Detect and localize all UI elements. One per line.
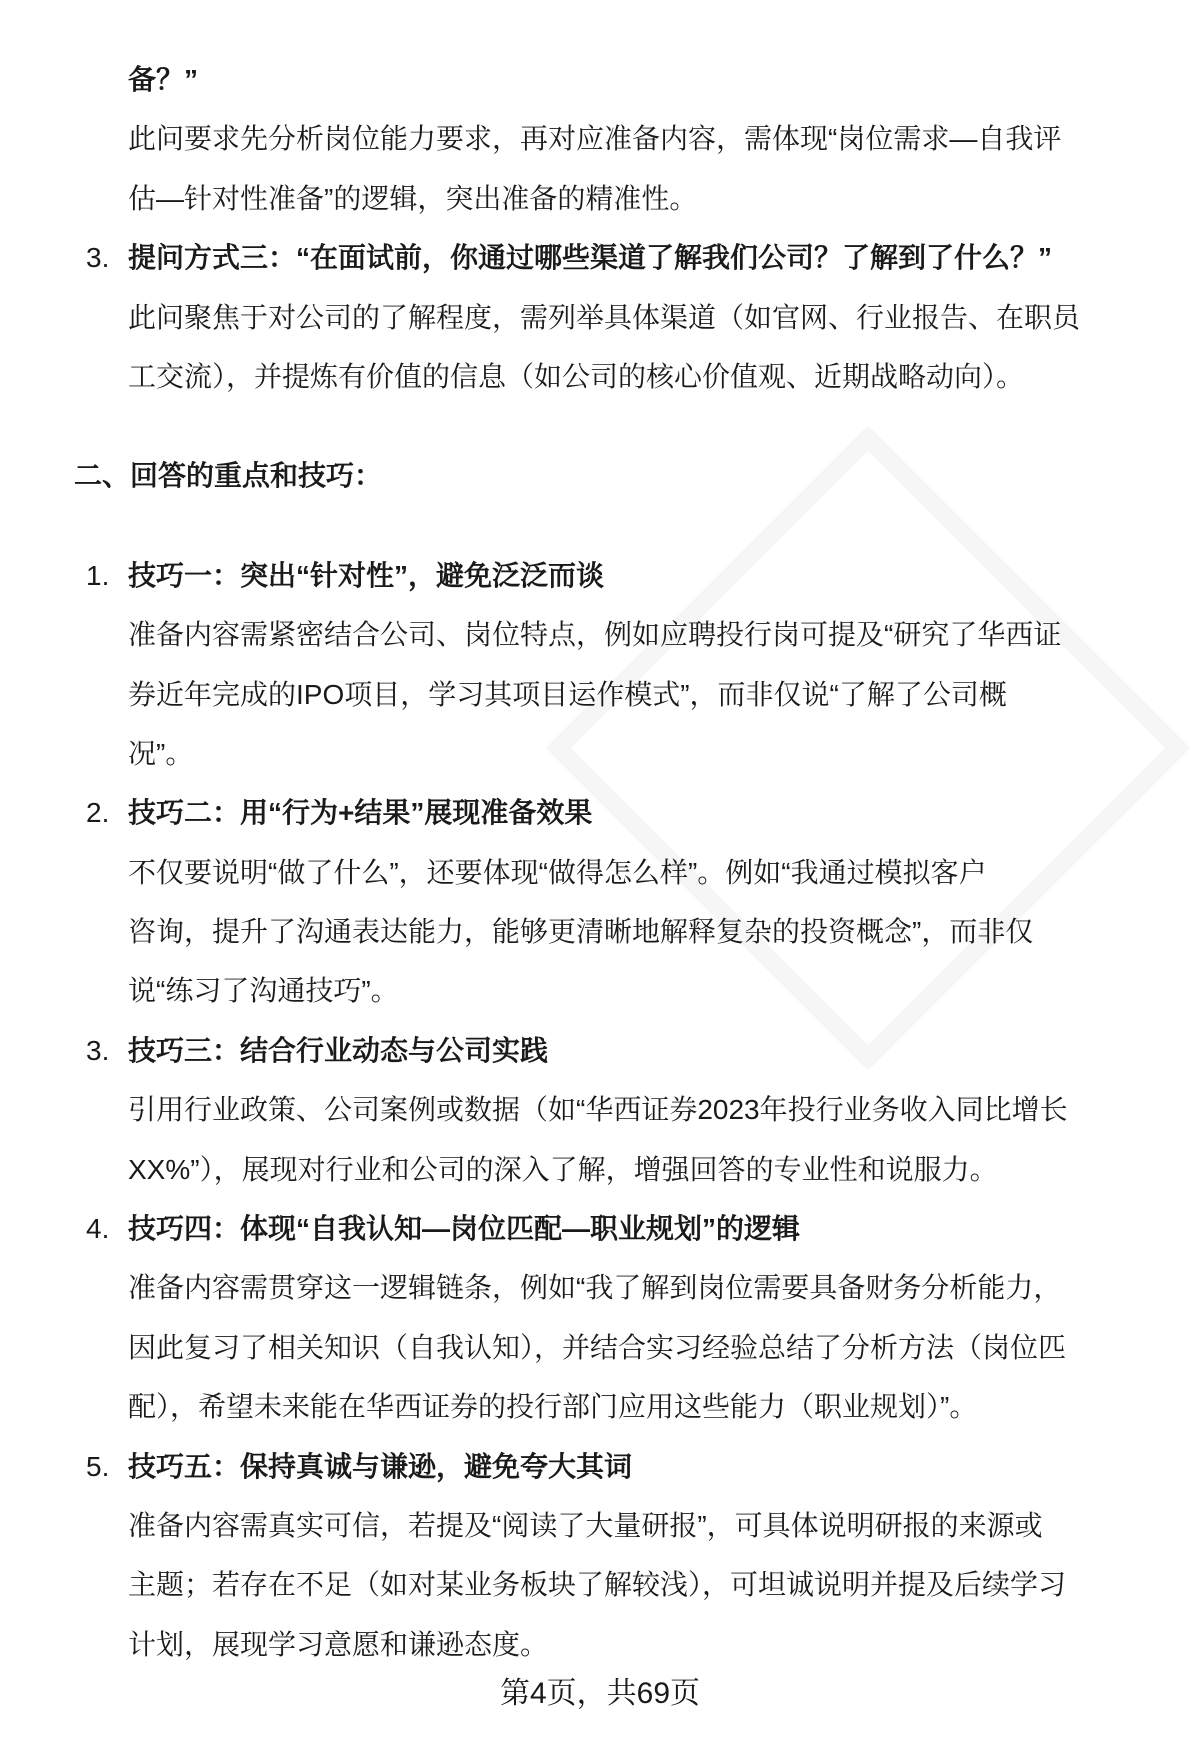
tip-desc-line: 引用行业政策、公司案例或数据（如“华西证券2023年投行业务收入同比增长	[128, 1094, 1068, 1126]
tip-desc-line: 准备内容需真实可信，若提及“阅读了大量研报”，可具体说明研报的来源或	[128, 1509, 1043, 1541]
list-number: 4.	[86, 1213, 110, 1245]
page-number: 第4页，共69页	[499, 1677, 701, 1710]
tip-desc-line: 券近年完成的IPO项目，学习其项目运作模式”，而非仅说“了解了公司概	[128, 678, 1007, 710]
tip-title-text: 技巧一：突出“针对性”，避免泛泛而谈	[128, 559, 605, 591]
question-3-desc-line: 工交流），并提炼有价值的信息（如公司的核心价值观、近期战略动向）。	[128, 360, 1025, 392]
question-2-desc-line: 此问要求先分析岗位能力要求，再对应准备内容，需体现“岗位需求—自我评	[128, 123, 1062, 155]
tip-desc-line: 因此复习了相关知识（自我认知），并结合实习经验总结了分析方法（岗位匹	[128, 1331, 1067, 1363]
document-page	[0, 50, 1200, 1674]
tip-desc-line: 准备内容需贯穿这一逻辑链条，例如“我了解到岗位需要具备财务分析能力，	[128, 1272, 1062, 1304]
section-heading: 二、回答的重点和技巧：	[74, 460, 383, 492]
tip-desc-line: 配），希望未来能在华西证券的投行部门应用这些能力（职业规划）”。	[128, 1391, 978, 1423]
question-3-title-text: 提问方式三：“在面试前，你通过哪些渠道了解我们公司？了解到了什么？”	[128, 242, 1053, 274]
list-number: 2.	[86, 797, 110, 829]
tip-title-text: 技巧四：体现“自我认知—岗位匹配—职业规划”的逻辑	[128, 1213, 801, 1245]
tip-title	[0, 1437, 1200, 1496]
tip-desc-line: 计划，展现学习意愿和谦逊态度。	[128, 1628, 549, 1660]
list-number: 3.	[86, 242, 110, 274]
tip-title	[0, 546, 1200, 605]
tip-desc-line: 不仅要说明“做了什么”，还要体现“做得怎么样”。例如“我通过模拟客户	[128, 856, 987, 888]
tip-desc-line: 咨询，提升了沟通表达能力，能够更清晰地解释复杂的投资概念”，而非仅	[128, 916, 1034, 948]
tip-title	[0, 1021, 1200, 1080]
tip-title-text: 技巧三：结合行业动态与公司实践	[128, 1034, 549, 1066]
tip-desc-line: 主题；若存在不足（如对某业务板块了解较浅），可坦诚说明并提及后续学习	[128, 1569, 1067, 1601]
tip-title-text: 技巧二：用“行为+结果”展现准备效果	[128, 797, 593, 829]
list-number: 5.	[86, 1450, 110, 1482]
tips-list	[0, 546, 1200, 1674]
question-2-title-end: 备？”	[128, 64, 199, 95]
tip-desc-line: 准备内容需紧密结合公司、岗位特点，例如应聘投行岗可提及“研究了华西证	[128, 619, 1062, 651]
list-number: 3.	[86, 1034, 110, 1066]
question-2-desc-line: 估—针对性准备”的逻辑，突出准备的精准性。	[128, 182, 698, 214]
question-3-desc-line: 此问聚焦于对公司的了解程度，需列举具体渠道（如官网、行业报告、在职员	[128, 301, 1081, 333]
list-number: 1.	[86, 559, 110, 591]
tip-title	[0, 783, 1200, 842]
tip-title	[0, 1199, 1200, 1258]
tip-desc-line: 况”。	[128, 737, 194, 769]
tip-desc-line: XX%”），展现对行业和公司的深入了解，增强回答的专业性和说服力。	[128, 1153, 998, 1185]
tip-title-text: 技巧五：保持真诚与谦逊，避免夸大其词	[128, 1450, 633, 1482]
question-3-title	[0, 228, 1200, 287]
tip-desc-line: 说“练习了沟通技巧”。	[128, 975, 399, 1007]
